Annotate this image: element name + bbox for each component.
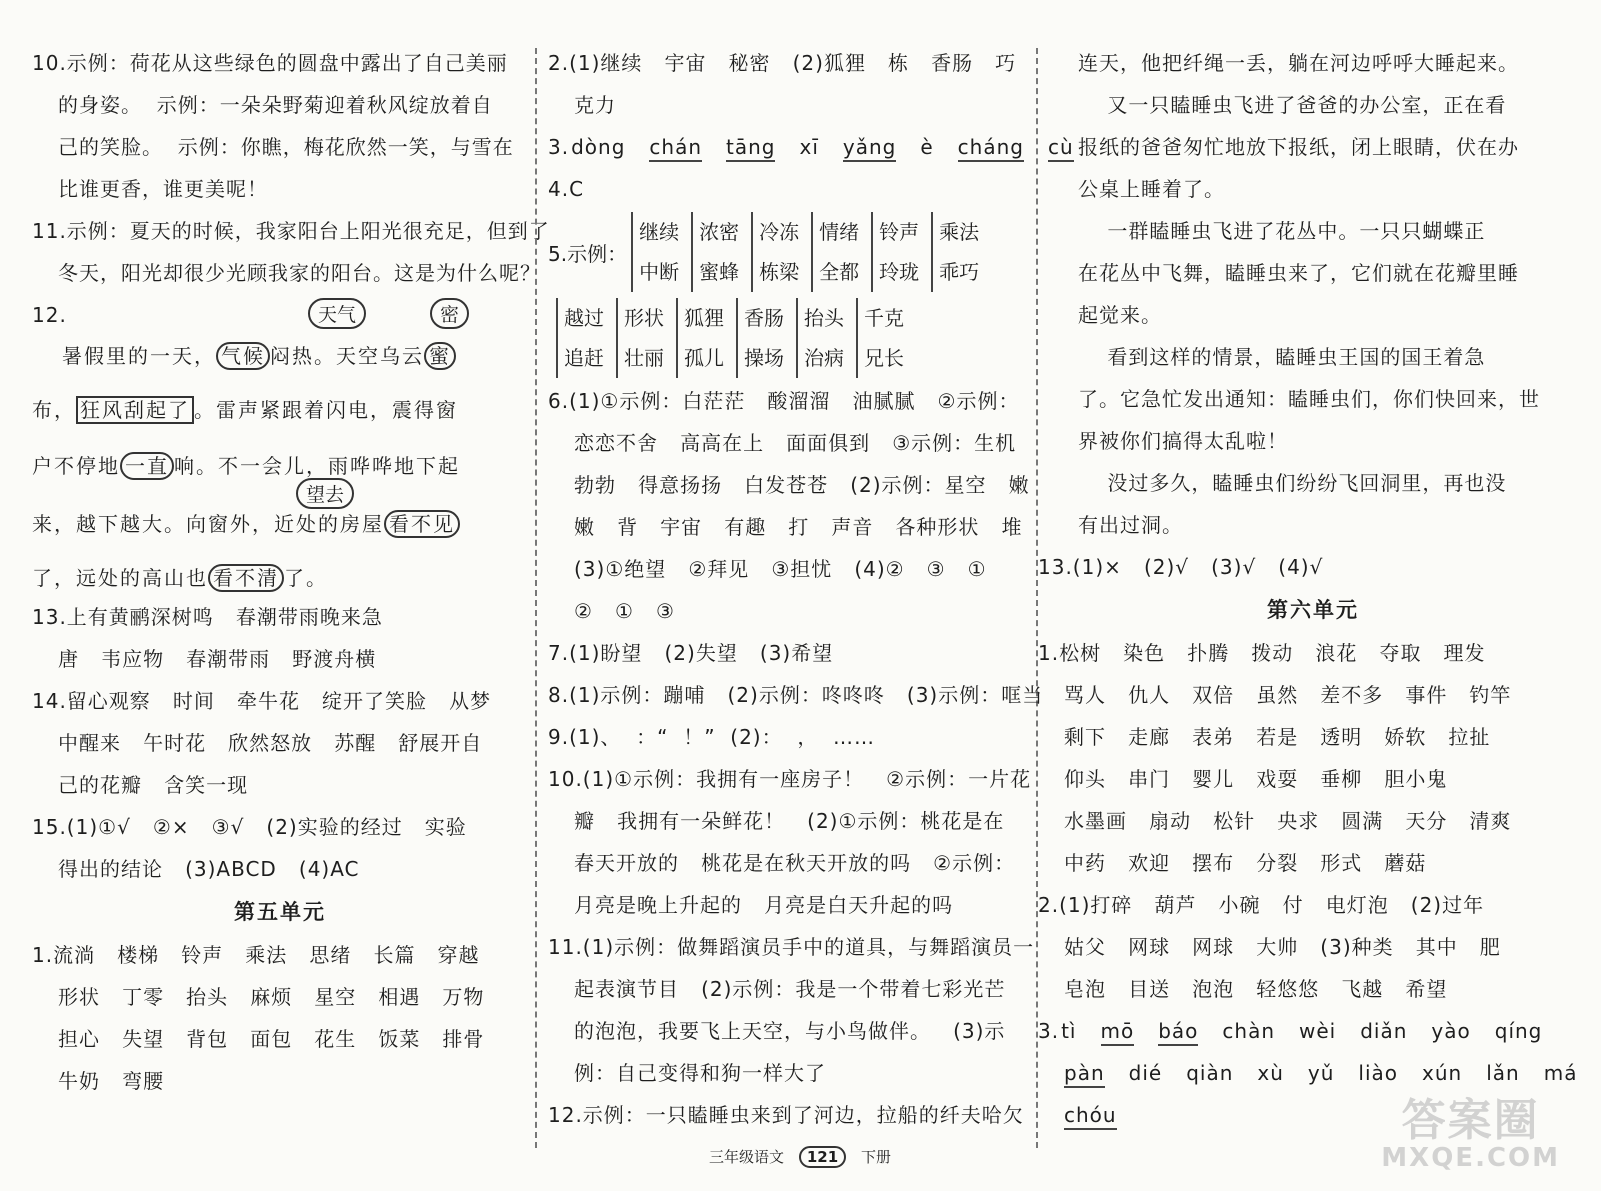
pinyin-syllable: chán bbox=[649, 135, 702, 162]
unit-6-heading: 第六单元 bbox=[1267, 598, 1359, 622]
pinyin-syllable: cù bbox=[1048, 135, 1074, 162]
passage-text: 响。不一会儿，雨哗哗地下起 bbox=[174, 454, 460, 478]
text-line: 瓣 我拥有一朵鲜花！ (2)①示例：桃花是在 bbox=[574, 809, 1005, 833]
word: 千克 bbox=[864, 306, 904, 330]
pinyin-syllable: xī bbox=[799, 135, 819, 159]
word: 壮丽 bbox=[624, 346, 664, 370]
answer-10 bbox=[548, 758, 1032, 926]
text-line: 10.(1)①示例：我拥有一座房子！ ②示例：一片花 bbox=[548, 767, 1032, 791]
text-line: 中药 欢迎 摆布 分裂 形式 蘑菇 bbox=[1064, 851, 1427, 875]
passage-text: 。雷声紧跟着闪电，震得窗 bbox=[194, 398, 458, 422]
text-line: 恋恋不舍 高高在上 面面俱到 ③示例：生机 bbox=[574, 431, 1017, 455]
word-pair bbox=[556, 298, 612, 378]
word-pair bbox=[736, 298, 792, 378]
text-line: 报纸的爸爸匆忙地放下报纸，闭上眼睛，伏在办 bbox=[1078, 135, 1519, 159]
text-line: 嫩 背 宇宙 有趣 打 声音 各种形状 堆 bbox=[574, 515, 1023, 539]
answer-7: 7.(1)盼望 (2)失望 (3)希望 bbox=[548, 641, 834, 665]
text-line: 水墨画 扇动 松针 央求 圆满 天分 清爽 bbox=[1064, 809, 1512, 833]
passage-text: 了。 bbox=[284, 566, 328, 590]
word: 继续 bbox=[639, 220, 680, 244]
pinyin-syllable: dié bbox=[1128, 1061, 1163, 1085]
text-line: ② ① ③ bbox=[574, 599, 675, 623]
circled-word: 一直 bbox=[120, 452, 174, 480]
word: 香肠 bbox=[744, 306, 784, 330]
pinyin-syllable: báo bbox=[1158, 1019, 1198, 1046]
word-pair-table bbox=[631, 212, 987, 292]
text-line: 形状 丁零 抬头 麻烦 星空 相遇 万物 bbox=[58, 985, 485, 1009]
text-line: 起表演节目 (2)示例：我是一个带着七彩光芒 bbox=[574, 977, 1006, 1001]
pinyin-syllable: qiàn bbox=[1186, 1061, 1234, 1085]
answer-3-label: 3. bbox=[1038, 1019, 1060, 1043]
text-line: 例：自己变得和狗一样大了 bbox=[574, 1061, 826, 1085]
passage-line bbox=[32, 450, 460, 479]
word: 越过 bbox=[564, 306, 604, 330]
text-line: 在花丛中飞舞，瞌睡虫来了，它们就在花瓣里睡 bbox=[1078, 261, 1519, 285]
correction-bubble: 天气 bbox=[308, 298, 366, 329]
passage-text: 布， bbox=[32, 398, 76, 422]
text-line: 看到这样的情景，瞌睡虫王国的国王着急 bbox=[1078, 345, 1486, 369]
word: 狐狸 bbox=[684, 306, 724, 330]
text-line: 11.示例：夏天的时候，我家阳台上阳光很充足，但到了 bbox=[32, 219, 550, 243]
text-line: 2.(1)继续 宇宙 秘密 (2)狐狸 栋 香肠 巧 bbox=[548, 51, 1017, 75]
pinyin-syllable: yǔ bbox=[1307, 1061, 1335, 1085]
word: 情绪 bbox=[819, 220, 860, 244]
answer-15 bbox=[32, 806, 528, 890]
answer-12-number: 12. bbox=[32, 303, 67, 327]
footer-volume: 下册 bbox=[860, 1148, 891, 1166]
text-line: 10.示例：荷花从这些绿色的圆盘中露出了自己美丽 bbox=[32, 51, 508, 75]
answer-8: 8.(1)示例：蹦哺 (2)示例：咚咚咚 (3)示例：哐当 bbox=[548, 683, 1044, 707]
footer-grade: 三年级语文 bbox=[709, 1148, 785, 1166]
answer-5-label: 5.示例： bbox=[548, 241, 628, 266]
column-1 bbox=[32, 42, 550, 1102]
word: 治病 bbox=[804, 346, 844, 370]
pinyin-syllable: yào bbox=[1431, 1019, 1471, 1043]
passage-text: 户不停地 bbox=[32, 454, 120, 478]
text-line: 了。它急忙发出通知：瞌睡虫们，你们快回来，世 bbox=[1078, 387, 1540, 411]
pinyin-row bbox=[1038, 1052, 1588, 1094]
passage-text: 来，越下越大。向窗外，近处的房屋 bbox=[32, 512, 384, 536]
pinyin-syllable: dòng bbox=[571, 135, 626, 159]
text-line: 勃勃 得意扬扬 白发苍苍 (2)示例：星空 嫩 bbox=[574, 473, 1030, 497]
unit-5-answer-1 bbox=[32, 934, 528, 1102]
pinyin-syllable: má bbox=[1543, 1061, 1578, 1085]
word: 抬头 bbox=[804, 306, 844, 330]
answer-12: 12.示例：一只瞌睡虫来到了河边，拉船的纤夫哈欠 bbox=[548, 1103, 1024, 1127]
text-line: 没过多久，瞌睡虫们纷纷飞回洞里，再也没 bbox=[1078, 471, 1507, 495]
text-line: 骂人 仇人 双倍 虽然 差不多 事件 钓竿 bbox=[1064, 683, 1512, 707]
answer-12-continued bbox=[1078, 42, 1588, 546]
passage-line bbox=[62, 340, 456, 369]
text-line: 比谁更香，谁更美呢！ bbox=[58, 177, 268, 201]
answer-13: 13.(1)× (2)√ (3)√ (4)√ bbox=[1038, 555, 1324, 579]
text-line: 皂泡 目送 泡泡 轻悠悠 飞越 希望 bbox=[1064, 977, 1448, 1001]
answer-2 bbox=[548, 42, 1026, 126]
answer-12-correction-passage bbox=[32, 294, 528, 594]
word: 玲珑 bbox=[879, 260, 920, 284]
word-pair bbox=[871, 212, 927, 292]
text-line: 11.(1)示例：做舞蹈演员手中的道具，与舞蹈演员一 bbox=[548, 935, 1035, 959]
answer-3-pinyin bbox=[548, 126, 1074, 168]
pinyin-syllable: yǎng bbox=[843, 135, 896, 162]
text-line: 仰头 串门 婴儿 戏耍 垂柳 胆小鬼 bbox=[1064, 767, 1448, 791]
answer-13 bbox=[32, 596, 528, 680]
answer-4: 4.C bbox=[548, 177, 585, 201]
word: 蜜蜂 bbox=[699, 260, 740, 284]
word-pair bbox=[931, 212, 987, 292]
pinyin-syllable: pàn bbox=[1064, 1061, 1105, 1088]
circled-word: 看不见 bbox=[384, 510, 460, 538]
text-line: 中醒来 午时花 欣然怒放 苏醒 舒展开自 bbox=[58, 731, 483, 755]
watermark-main: 答案圈 bbox=[1401, 1095, 1540, 1146]
word-pair bbox=[676, 298, 732, 378]
word: 追赶 bbox=[564, 346, 604, 370]
text-line: 的泡泡，我要飞上天空，与小鸟做伴。 (3)示 bbox=[574, 1019, 1006, 1043]
text-line: 姑父 网球 网球 大帅 (3)种类 其中 肥 bbox=[1064, 935, 1501, 959]
answer-11 bbox=[548, 926, 1035, 1094]
pinyin-list bbox=[1061, 1019, 1566, 1043]
passage-line bbox=[32, 508, 460, 537]
page-number: 121 bbox=[799, 1146, 846, 1168]
word: 乘法 bbox=[939, 220, 980, 244]
pinyin-syllable: chàn bbox=[1222, 1019, 1276, 1043]
pinyin-syllable: lǎn bbox=[1486, 1061, 1520, 1085]
word: 冷冻 bbox=[759, 220, 800, 244]
passage-line bbox=[32, 562, 328, 591]
pinyin-syllable: tì bbox=[1061, 1019, 1077, 1043]
word: 铃声 bbox=[879, 220, 920, 244]
text-line: 唐 韦应物 春潮带雨 野渡舟横 bbox=[58, 647, 377, 671]
text-line: 2.(1)打碎 葫芦 小碗 付 电灯泡 (2)过年 bbox=[1038, 893, 1485, 917]
text-line: 己的笑脸。 示例：你瞧，梅花欣然一笑，与雪在 bbox=[58, 135, 514, 159]
text-line: 1.松树 染色 扑腾 拨动 浪花 夺取 理发 bbox=[1038, 641, 1486, 665]
text-line: 冬天，阳光却很少光顾我家的阳台。这是为什么呢？ bbox=[58, 261, 541, 285]
word: 浓密 bbox=[699, 220, 740, 244]
text-line: 又一只瞌睡虫飞进了爸爸的办公室，正在看 bbox=[1078, 93, 1507, 117]
correction-bubble: 密 bbox=[430, 298, 469, 329]
text-line: 牛奶 弯腰 bbox=[58, 1069, 165, 1093]
pinyin-syllable: tāng bbox=[726, 135, 775, 162]
word: 栋梁 bbox=[759, 260, 800, 284]
correction-bubble: 望去 bbox=[296, 478, 354, 509]
text-line: 连天，他把纤绳一丢，躺在河边呼呼大睡起来。 bbox=[1078, 51, 1519, 75]
answer-3-label: 3. bbox=[548, 135, 570, 159]
pinyin-syllable: xún bbox=[1422, 1061, 1463, 1085]
unit-6-answer-2 bbox=[1038, 884, 1588, 1010]
text-line: 界被你们搞得太乱啦！ bbox=[1078, 429, 1288, 453]
text-line: 月亮是晚上升起的 月亮是白天升起的吗 bbox=[574, 893, 954, 917]
text-line: 起觉来。 bbox=[1078, 303, 1162, 327]
boxed-phrase: 狂风刮起了 bbox=[76, 396, 194, 424]
pinyin-syllable: cháng bbox=[958, 135, 1024, 162]
pinyin-syllable: chóu bbox=[1064, 1103, 1117, 1130]
watermark-sub: MXQE.COM bbox=[1381, 1143, 1560, 1173]
text-line: 1.流淌 楼梯 铃声 乘法 思绪 长篇 穿越 bbox=[32, 943, 480, 967]
text-line: (3)①绝望 ②拜见 ③担忧 (4)② ③ ① bbox=[574, 557, 987, 581]
circled-word: 气候 bbox=[216, 342, 270, 370]
text-line: 公桌上睡着了。 bbox=[1078, 177, 1225, 201]
pinyin-syllable: wèi bbox=[1299, 1019, 1337, 1043]
text-line: 14.留心观察 时间 牵牛花 绽开了笑脸 从梦 bbox=[32, 689, 492, 713]
word: 中断 bbox=[639, 260, 680, 284]
unit-6-answer-1 bbox=[1038, 632, 1588, 884]
word-pair bbox=[616, 298, 672, 378]
text-line: 得出的结论 (3)ABCD (4)AC bbox=[58, 857, 360, 881]
answer-5 bbox=[548, 212, 1026, 292]
text-line: 15.(1)①√ ②× ③√ (2)实验的经过 实验 bbox=[32, 815, 467, 839]
column-divider bbox=[535, 48, 537, 1148]
answer-10 bbox=[32, 42, 528, 210]
pinyin-list bbox=[571, 135, 1098, 159]
passage-text: 暑假里的一天， bbox=[62, 344, 216, 368]
text-line: 担心 失望 背包 面包 花生 饭菜 排骨 bbox=[58, 1027, 485, 1051]
word: 全都 bbox=[819, 260, 860, 284]
pinyin-syllable: liào bbox=[1358, 1061, 1399, 1085]
text-line: 6.(1)①示例：白茫茫 酸溜溜 油腻腻 ②示例： bbox=[548, 389, 1020, 413]
word: 操场 bbox=[744, 346, 784, 370]
word-pair bbox=[631, 212, 687, 292]
pinyin-syllable: xù bbox=[1257, 1061, 1284, 1085]
pinyin-syllable: qíng bbox=[1494, 1019, 1543, 1043]
answer-14 bbox=[32, 680, 528, 806]
word-pair bbox=[856, 298, 912, 378]
word: 乖巧 bbox=[939, 260, 980, 284]
word: 孤儿 bbox=[684, 346, 724, 370]
text-line: 一群瞌睡虫飞进了花丛中。一只只蝴蝶正 bbox=[1078, 219, 1486, 243]
passage-line bbox=[32, 394, 458, 423]
word: 兄长 bbox=[864, 346, 904, 370]
text-line: 克力 bbox=[574, 93, 616, 117]
page-footer bbox=[0, 1146, 1600, 1168]
answer-11 bbox=[32, 210, 550, 294]
answer-9: 9.(1)、 ：“ ！” (2)： ， …… bbox=[548, 725, 876, 749]
word-pair bbox=[811, 212, 867, 292]
watermark-logo bbox=[1381, 1095, 1560, 1173]
text-line: 的身姿。 示例：一朵朵野菊迎着秋风绽放着自 bbox=[58, 93, 493, 117]
word-pair bbox=[691, 212, 747, 292]
text-line: 有出过洞。 bbox=[1078, 513, 1183, 537]
word-pair-table bbox=[556, 298, 1026, 378]
unit-5-heading: 第五单元 bbox=[234, 900, 326, 924]
pinyin-syllable: mō bbox=[1101, 1019, 1135, 1046]
pinyin-row bbox=[1038, 1010, 1588, 1052]
pinyin-syllable: diǎn bbox=[1360, 1019, 1408, 1043]
text-line: 己的花瓣 含笑一现 bbox=[58, 773, 249, 797]
word-pair bbox=[751, 212, 807, 292]
circled-word: 看不清 bbox=[208, 564, 284, 592]
pinyin-syllable: è bbox=[920, 135, 934, 159]
circled-word: 蜜 bbox=[424, 342, 456, 370]
answer-6 bbox=[548, 380, 1030, 632]
word-pair bbox=[796, 298, 852, 378]
word: 形状 bbox=[624, 306, 664, 330]
text-line: 剩下 走廊 表弟 若是 透明 娇软 拉扯 bbox=[1064, 725, 1491, 749]
passage-text: 闷热。天空乌云 bbox=[270, 344, 424, 368]
passage-text: 了，远处的高山也 bbox=[32, 566, 208, 590]
text-line: 春天开放的 桃花是在秋天开放的吗 ②示例： bbox=[574, 851, 1016, 875]
text-line: 13.上有黄鹂深树鸣 春潮带雨晚来急 bbox=[32, 605, 383, 629]
